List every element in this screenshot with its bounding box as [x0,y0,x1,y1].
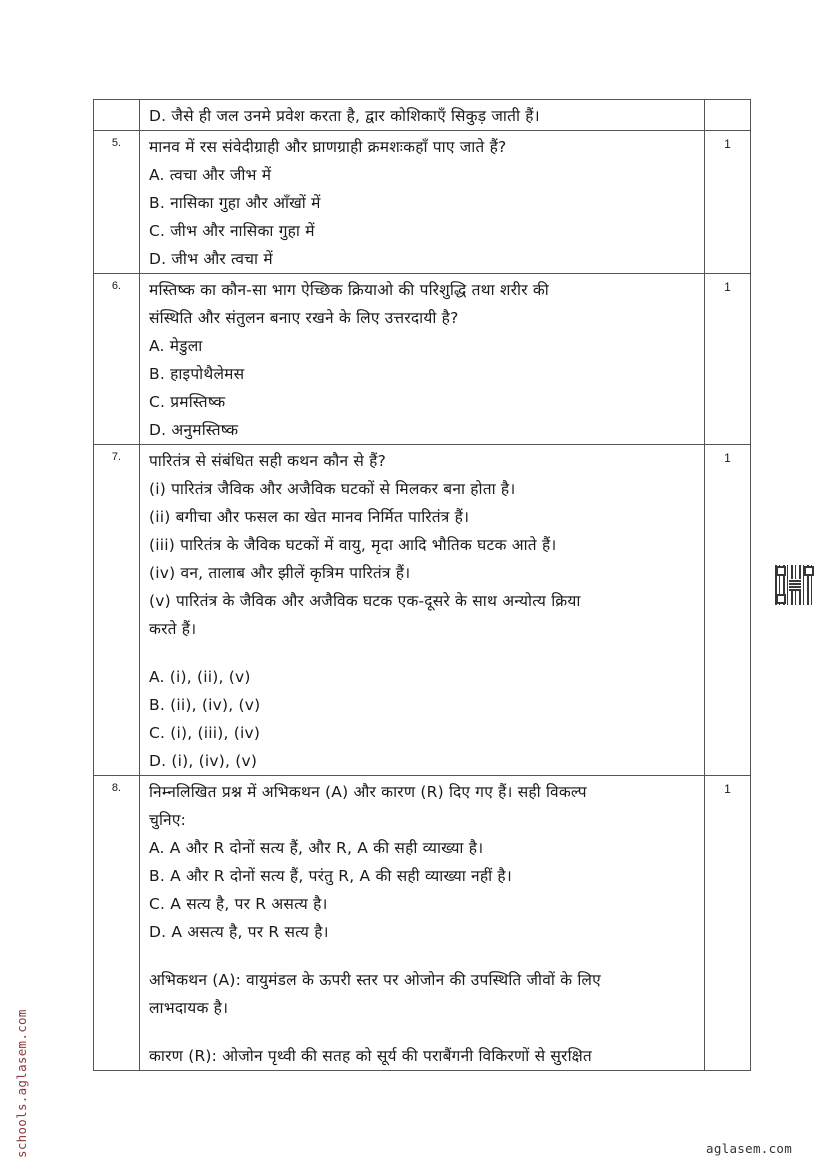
question-line: निम्नलिखित प्रश्न में अभिकथन (A) और कारण (R) दिए गए हैं। सही विकल्प [149,783,587,801]
question-line: B. हाइपोथैलेमस [149,365,245,383]
question-marks: 1 [705,131,751,274]
question-number: 6. [94,274,140,445]
question-content [140,131,705,274]
question-table-body [94,100,751,1071]
question-line: संस्थिति और संतुलन बनाए रखने के लिए उत्तरदायी है? [149,309,459,327]
question-number: 7. [94,445,140,776]
question-content [140,274,705,445]
watermark-left: schools.aglasem.com [14,1009,29,1158]
question-row [94,274,751,445]
question-row [94,776,751,1071]
question-line: D. (i), (iv), (v) [149,752,258,770]
question-line: मानव में रस संवेदीग्राही और घ्राणग्राही क्रमशःकहाँ पाए जाते हैं? [149,138,507,156]
question-marks [705,100,751,131]
question-marks: 1 [705,445,751,776]
question-number: 8. [94,776,140,1071]
question-line: चुनिए: [149,811,187,829]
question-line: करते हैं। [149,620,197,638]
question-line: C. प्रमस्तिष्क [149,393,226,411]
question-line: D. A असत्य है, पर R सत्य है। [149,923,329,941]
question-line: (i) पारितंत्र जैविक और अजैविक घटकों से मिलकर बना होता है। [149,480,516,498]
blank-line [149,643,696,663]
question-line: अभिकथन (A): वायुमंडल के ऊपरी स्तर पर ओजोन की उपस्थिति जीवों के लिए [149,971,601,989]
watermark-bottom-right: aglasem.com [706,1141,793,1156]
question-line: A. मेडुला [149,337,203,355]
question-content [140,776,705,1071]
question-line: A. त्वचा और जीभ में [149,166,272,184]
question-line: कारण (R): ओजोन पृथ्वी की सतह को सूर्य की पराबैंगनी विकिरणों से सुरक्षित [149,1047,592,1065]
question-line: (ii) बगीचा और फसल का खेत मानव निर्मित पारितंत्र हैं। [149,508,470,526]
question-line: मस्तिष्क का कौन-सा भाग ऐच्छिक क्रियाओ की परिशुद्धि तथा शरीर की [149,281,550,299]
question-line: B. नासिका गुहा और आँखों में [149,194,321,212]
question-line: लाभदायक है। [149,999,229,1017]
question-line: A. (i), (ii), (v) [149,668,251,686]
question-row [94,131,751,274]
question-line: A. A और R दोनों सत्य हैं, और R, A की सही व्याख्या है। [149,839,484,857]
question-line: B. A और R दोनों सत्य हैं, परंतु R, A की सही व्याख्या नहीं है। [149,867,512,885]
question-row [94,445,751,776]
question-content [140,100,705,131]
question-number [94,100,140,131]
question-line: (iii) पारितंत्र के जैविक घटकों में वायु, मृदा आदि भौतिक घटक आते हैं। [149,536,557,554]
qr-code-pattern [789,579,801,591]
blank-line [149,946,696,966]
question-line: D. जैसे ही जल उनमे प्रवेश करता है, द्वार कोशिकाएँ सिकुड़ जाती हैं। [149,107,540,125]
question-line: B. (ii), (iv), (v) [149,696,261,714]
question-content [140,445,705,776]
question-line: (v) पारितंत्र के जैविक और अजैविक घटक एक-दूसरे के साथ अन्योत्य क्रिया [149,592,581,610]
question-line: C. (i), (iii), (iv) [149,724,261,742]
question-marks: 1 [705,776,751,1071]
question-number: 5. [94,131,140,274]
question-line: D. अनुमस्तिष्क [149,421,239,439]
question-table [93,99,751,1071]
question-line: C. जीभ और नासिका गुहा में [149,222,315,240]
qr-code-icon [775,565,815,605]
question-line: (iv) वन, तालाब और झीलें कृत्रिम पारितंत्र हैं। [149,564,411,582]
question-line: D. जीभ और त्वचा में [149,250,273,268]
question-marks: 1 [705,274,751,445]
question-line: C. A सत्य है, पर R असत्य है। [149,895,328,913]
question-row [94,100,751,131]
question-line: पारितंत्र से संबंधित सही कथन कौन से हैं? [149,452,387,470]
blank-line [149,1022,696,1042]
